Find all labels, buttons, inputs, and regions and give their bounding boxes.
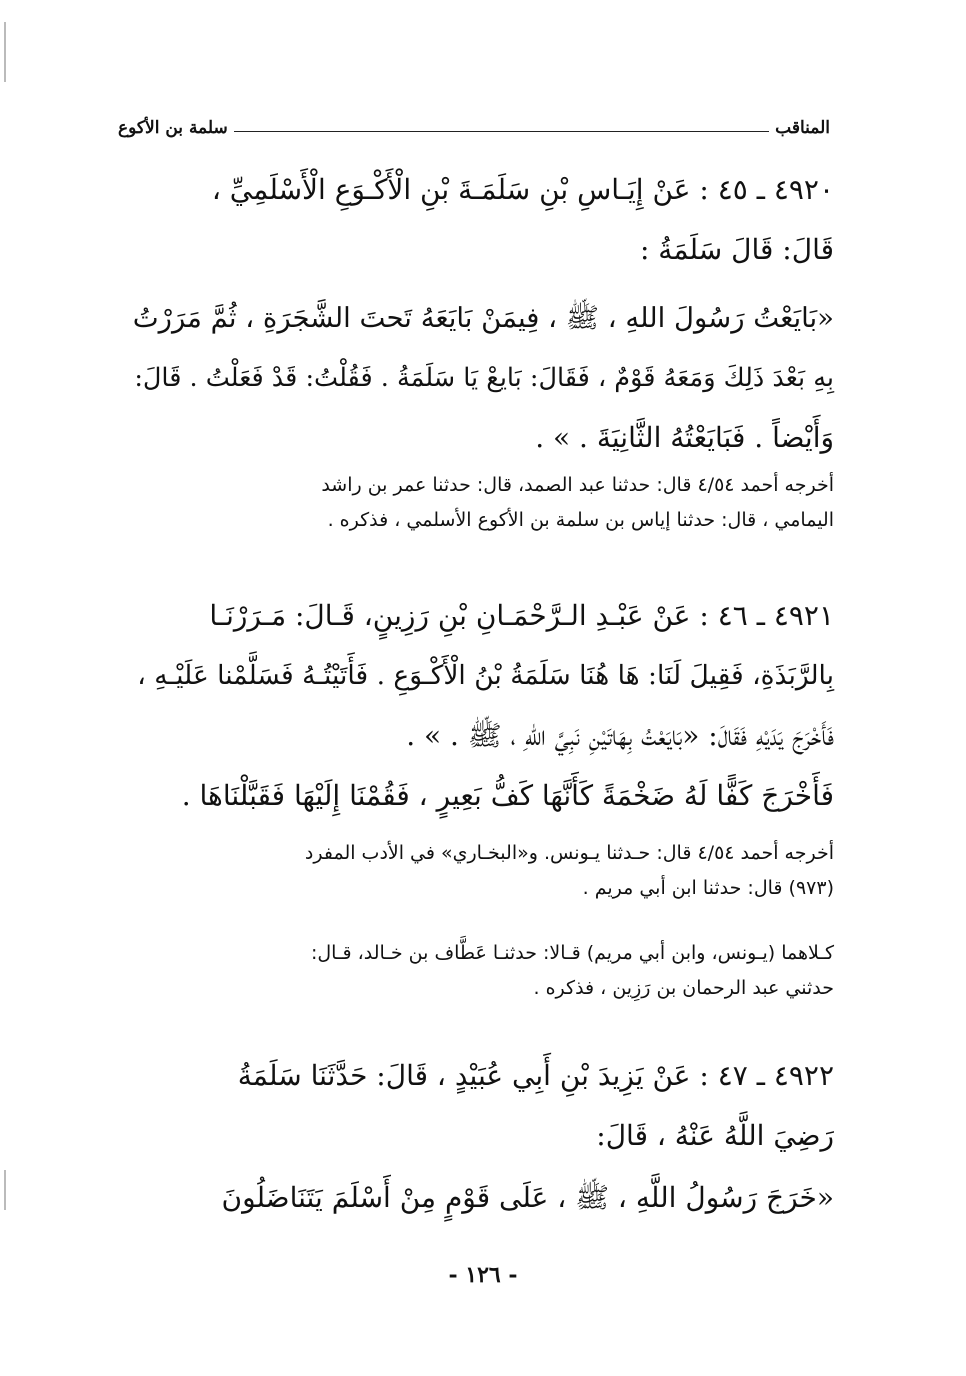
takhrij-4920	[126, 468, 834, 538]
entry-4920-intro	[126, 160, 834, 280]
header-chapter: المناقب	[775, 118, 830, 138]
takhrij-4921-chain	[126, 936, 834, 1006]
text-line: وَأَيْضاً . فَبَايَعْتُهُ الثَّانِيَةَ . » .	[535, 421, 834, 454]
text-line: قَالَ: قَالَ سَلَمَةُ :	[639, 233, 834, 266]
text-line: كـلاهما (يـونس، وابن أبي مريم) قـالا: حدثنـا عَطَّاف بن خـالد، قـال:	[310, 942, 834, 964]
text-line: ٤٩٢١ ـ ٤٦ : عَنْ عَبْـدِ الـرَّحْمَـانِ بْنِ رَزِينٍ، قَـالَ: مَـرَرْنَـا	[209, 599, 834, 632]
text-line: أخرجه أحمد ٤/٥٤ قال: حـدثنا يـونس. و«البخـاري» في الأدب المفرد	[304, 842, 834, 864]
page-number: - ١٢٦ -	[448, 1262, 518, 1288]
text-line: «بَايَعْتُ رَسُولَ اللهِ ، ﷺ ، فِيمَنْ بَايَعَهُ تَحتَ الشَّجَرَةِ ، ثُمَّ مَرَرْتُ	[132, 302, 834, 334]
text-line: بِهِ بَعْدَ ذَلِكَ وَمَعَهُ قَوْمٌ ، فَقَالَ: بَايعْ يَا سَلَمَةُ . فَقُلْتُ: قَدْ فَعَلْتُ . قَالَ:	[134, 363, 834, 393]
running-header	[118, 104, 830, 138]
takhrij-4921	[126, 836, 834, 906]
text-line: فَأَخْرَجَ كَفًّا لَهُ ضَخْمَةً كَأَنَّهَا كَفُّ بَعِيرٍ ، فَقُمْنَا إِلَيْهَا فَقَبَّلْنَاهَا .	[181, 779, 834, 812]
text-line: حدثني عبد الرحمان بن رَزِين ، فذكره .	[533, 977, 834, 999]
text-line: ٤٩٢٢ ـ ٤٧ : عَنْ يَزِيدَ بْنِ أَبِي عُبَيْدٍ ، قَالَ: حَدَّثَنَا سَلَمَةُ	[237, 1059, 834, 1092]
header-section: سلمة بن الأكوع	[118, 118, 228, 138]
entry-4922-intro	[126, 1046, 834, 1166]
text-line: رَضِيَ اللَّهُ عَنْهُ ، قَالَ:	[596, 1119, 834, 1152]
text-line: أخرجه أحمد ٤/٥٤ قال: حدثنا عبد الصمد، قال: حدثنا عمر بن راشد	[321, 474, 834, 496]
entry-4921-intro	[126, 586, 834, 766]
header-rule	[234, 121, 769, 132]
scan-edge-mark	[4, 22, 6, 82]
text-line: ٤٩٢٠ ـ ٤٥ : عَنْ إِيَـاسِ بْنِ سَلَمَـةَ بْنِ الْأَكْـوَعِ الْأَسْلَمِيِّ ،	[211, 173, 834, 206]
scan-edge-mark	[4, 1170, 6, 1210]
hadith-4922-text	[126, 1168, 834, 1228]
text-line: (٩٧٣) قال: حدثنا ابن أبي مريم .	[582, 877, 834, 899]
text-line: بِالرَّبَذَةِ، فَقِيلَ لَنَا: هَا هُنَا سَلَمَةُ بْنُ الْأَكْـوَعِ . فَأَتَيْتُـهُ فَسَلَّمْنا عَلَيْـهِ ،	[137, 660, 834, 691]
text-line: «خَرَجَ رَسُولُ اللَّهِ ، ﷺ ، عَلَى قَوْمٍ مِنْ أَسْلَمَ يَتَنَاضَلُونَ	[221, 1181, 834, 1214]
hadith-4920-text	[126, 288, 834, 468]
quote-4921	[126, 766, 834, 826]
text-line: اليمامي ، قال: حدثنا إياس بن سلمة بن الأكوع الأسلمي ، فذكره .	[327, 509, 834, 531]
text-line: فَأَخْرَجَ يَدَيْهِ فَقَالَ: «بَايَعْتُ بِهَاتَيْنِ نَبِيَّ اللهِ ، ﷺ . » .	[406, 719, 834, 752]
